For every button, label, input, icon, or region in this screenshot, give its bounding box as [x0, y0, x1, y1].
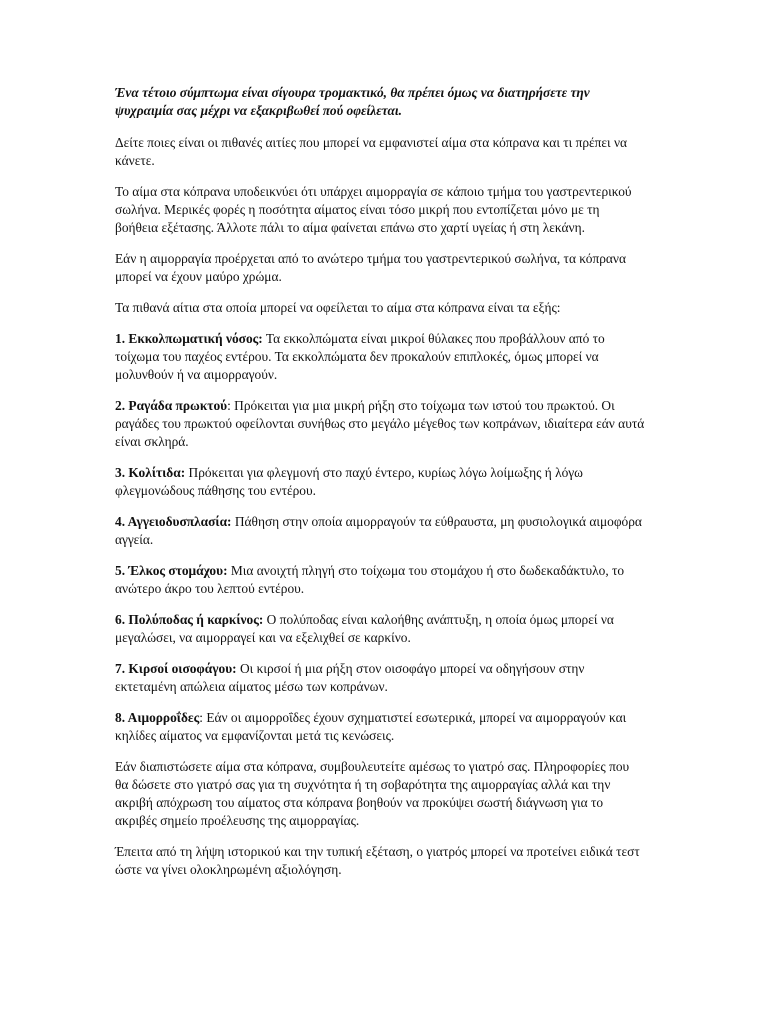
cause-item — [115, 562, 645, 598]
document-body — [115, 84, 645, 892]
cause-item — [115, 660, 645, 696]
cause-item — [115, 513, 645, 549]
cause-term: 5. Έλκος στομάχου: — [115, 563, 228, 578]
cause-item — [115, 611, 645, 647]
cause-term: 6. Πολύποδας ή καρκίνος: — [115, 612, 264, 627]
cause-text: Ο πολύποδας είναι καλοήθης ανάπτυξη, η οποία όμως μπορεί να μεγαλώσει, να αιμορραγεί και να εξελιχθεί σε καρκίνο. — [115, 612, 614, 645]
cause-term: 2. Ραγάδα πρωκτού — [115, 398, 228, 413]
paragraph: Το αίμα στα κόπρανα υποδεικνύει ότι υπάρχει αιμορραγία σε κάποιο τμήμα του γαστρεντερικού σωλήνα. Μερικές φορές η ποσότητα αίματος είναι τόσο μικρή που εντοπίζεται μόνο με τη βοήθεια εξέτασης. Άλλοτε πάλι το αίμα φαίνεται επάνω στο χαρτί υγείας ή στη λεκάνη. — [115, 184, 632, 235]
cause-term: 4. Αγγειοδυσπλασία: — [115, 514, 232, 529]
cause-term: 1. Εκκολπωματική νόσος: — [115, 331, 263, 346]
cause-text: Μια ανοιχτή πληγή στο τοίχωμα του στομάχου ή στο δωδεκαδάκτυλο, το ανώτερο άκρο του λεπτού εντέρου. — [115, 563, 625, 596]
cause-text: Πρόκειται για φλεγμονή στο παχύ έντερο, κυρίως λόγω λοίμωξης ή λόγω φλεγμονώδους πάθησης του εντέρου. — [115, 465, 583, 498]
cause-item — [115, 709, 645, 745]
cause-text: Πάθηση στην οποία αιμορραγούν τα εύθραυστα, μη φυσιολογικά αιμοφόρα αγγεία. — [115, 514, 642, 547]
paragraph: Εάν διαπιστώσετε αίμα στα κόπρανα, συμβουλευτείτε αμέσως το γιατρό σας. Πληροφορίες που θα δώσετε στο γιατρό σας για τη συχνότητα ή τη σοβαρότητα της αιμορραγίας αλλά και την ακριβή απόχρωση του αίματος στα κόπρανα βοηθούν να προκύψει σωστή διάγνωση για το ακριβές σημείο προέλευσης της αιμορραγίας. — [115, 759, 630, 828]
paragraph: Έπειτα από τη λήψη ιστορικού και την τυπική εξέταση, ο γιατρός μπορεί να προτείνει ειδικά τεστ ώστε να γίνει ολοκληρωμένη αξιολόγηση. — [115, 844, 640, 877]
cause-text: Τα εκκολπώματα είναι μικροί θύλακες που προβάλλουν από το τοίχωμα του παχέος εντέρου. Τα εκκολπώματα δεν προκαλούν επιπλοκές, όμως μπορεί να μολυνθούν ή να αιμορραγούν. — [115, 331, 605, 382]
cause-text: Οι κιρσοί ή μια ρήξη στον οισοφάγο μπορεί να οδηγήσουν στην εκτεταμένη απώλεια αίματος μέσω των κοπράνων. — [115, 661, 585, 694]
cause-item — [115, 397, 645, 451]
cause-item — [115, 330, 645, 384]
cause-term: 3. Κολίτιδα: — [115, 465, 186, 480]
paragraph: Δείτε ποιες είναι οι πιθανές αιτίες που μπορεί να εμφανιστεί αίμα στα κόπρανα και τι πρέπει να κάνετε. — [115, 135, 628, 168]
paragraph: Τα πιθανά αίτια στα οποία μπορεί να οφείλεται το αίμα στα κόπρανα είναι τα εξής: — [115, 300, 561, 315]
cause-item — [115, 464, 645, 500]
cause-text: : Εάν οι αιμορροΐδες έχουν σχηματιστεί εσωτερικά, μπορεί να αιμορραγούν και κηλίδες αίματος να εμφανίζονται μετά τις κενώσεις. — [115, 710, 627, 743]
cause-text: : Πρόκειται για μια μικρή ρήξη στο τοίχωμα των ιστού του πρωκτού. Οι ραγάδες του πρωκτού οφείλονται συνήθως στο μεγάλο μέγεθος των κοπράνων, ιδιαίτερα εάν αυτά είναι σκληρά. — [115, 398, 645, 449]
cause-term: 8. Αιμορροΐδες — [115, 710, 200, 725]
paragraph: Εάν η αιμορραγία προέρχεται από το ανώτερο τμήμα του γαστρεντερικού σωλήνα, τα κόπρανα μπορεί να έχουν μαύρο χρώμα. — [115, 251, 626, 284]
intro-heading: Ένα τέτοιο σύμπτωμα είναι σίγουρα τρομακτικό, θα πρέπει όμως να διατηρήσετε την ψυχραιμία σας μέχρι να εξακριβωθεί πού οφείλεται. — [115, 85, 590, 118]
cause-term: 7. Κιρσοί οισοφάγου: — [115, 661, 237, 676]
